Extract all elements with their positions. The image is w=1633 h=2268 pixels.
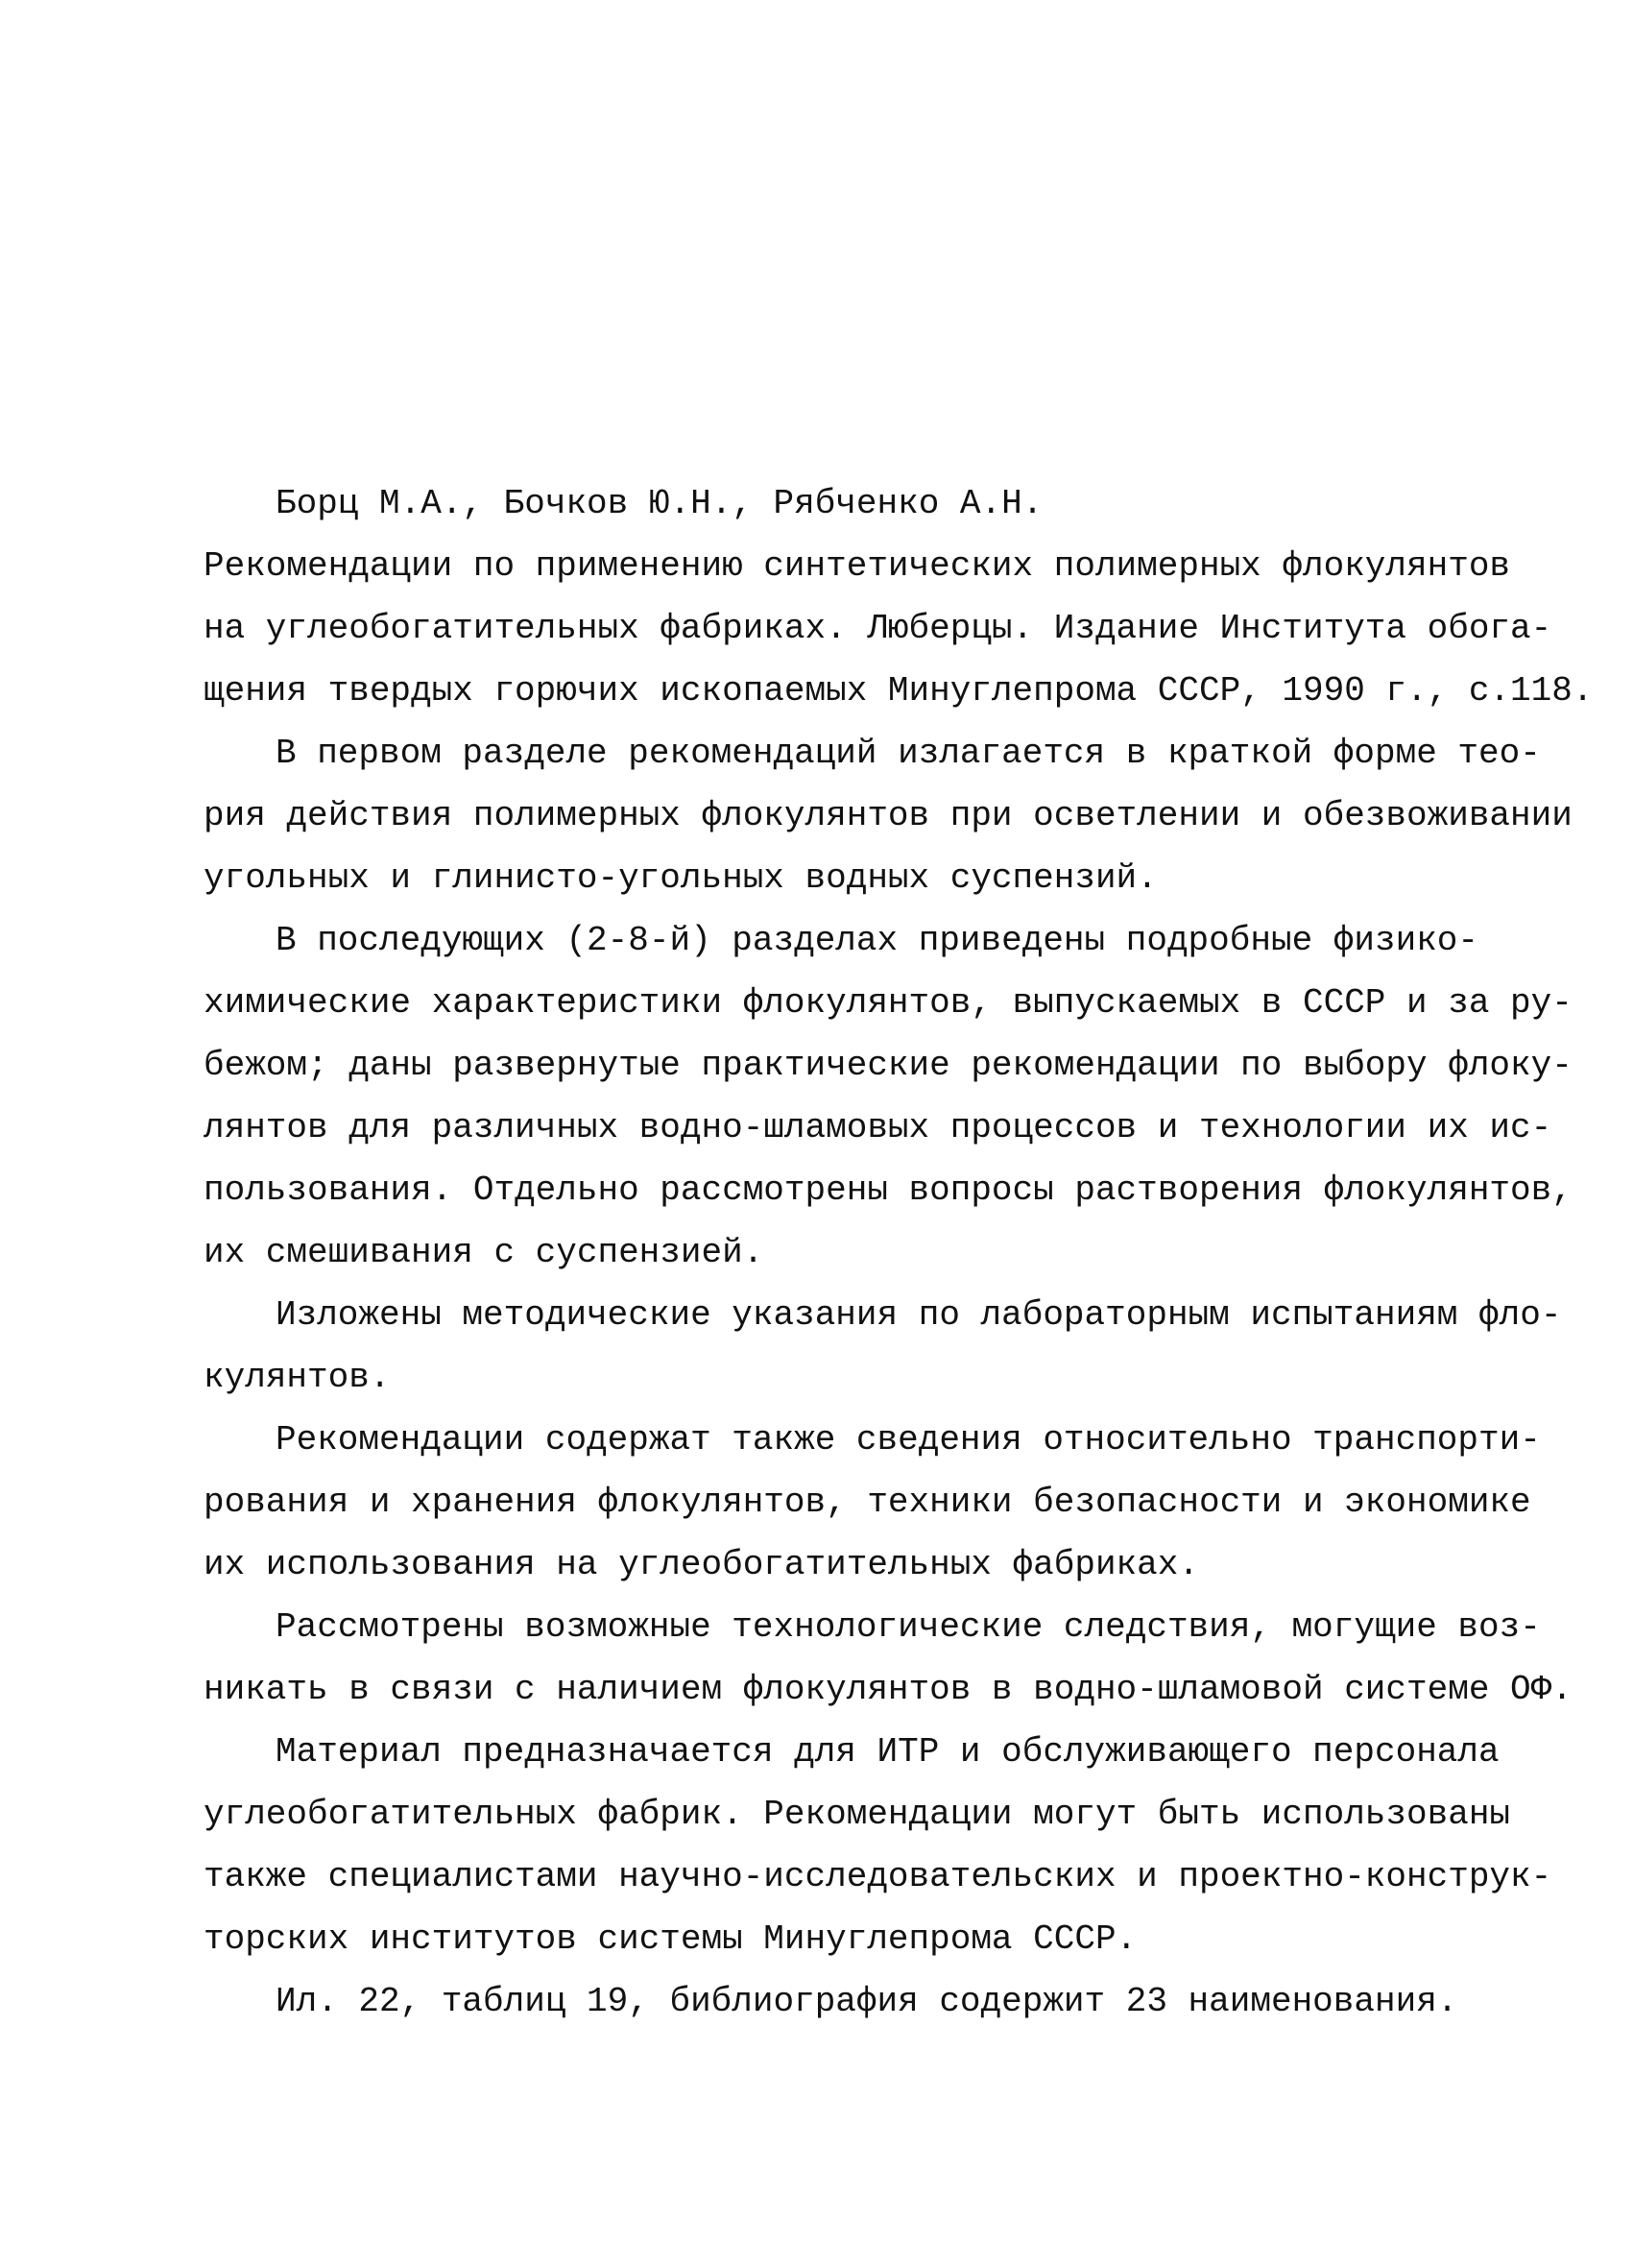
paragraph-line: рия действия полимерных флокулянтов при осветлении и обезвоживании — [204, 796, 1573, 835]
paragraph-methods — [204, 1284, 1562, 1409]
paragraph-transport — [204, 1409, 1541, 1596]
paragraph-line: углеобогатительных фабрик. Рекомендации могут быть использованы — [204, 1795, 1511, 1834]
paragraph-audience — [204, 1721, 1552, 1970]
abstract-block — [204, 472, 1594, 2033]
paragraph-line: кулянтов. — [204, 1358, 391, 1397]
paragraph-line: лянтов для различных водно-шламовых процессов и технологии их ис- — [204, 1108, 1552, 1147]
paragraph-line: бежом; даны развернутые практические рекомендации по выбору флоку- — [204, 1046, 1573, 1085]
paragraph-line: рования и хранения флокулянтов, техники безопасности и экономике — [204, 1483, 1531, 1522]
paragraph-line: их использования на углеобогатительных фабриках. — [204, 1545, 1199, 1584]
authors-line: Борц М.А., Бочков Ю.Н., Рябченко А.Н. — [276, 484, 1044, 523]
illustrations-summary: Ил. 22, таблиц 19, библиография содержит 23 наименования. — [276, 1982, 1458, 2021]
paragraph-line: В первом разделе рекомендаций излагается в краткой форме тео- — [276, 734, 1541, 773]
paragraph-line: В последующих (2-8-й) разделах приведены подробные физико- — [276, 921, 1479, 960]
paragraph-line: угольных и глинисто-угольных водных суспензий. — [204, 858, 1158, 898]
citation-line: щения твердых горючих ископаемых Минуглепрома СССР, 1990 г., с.118. — [204, 671, 1594, 711]
citation — [204, 535, 1594, 722]
paragraph-line: их смешивания с суспензией. — [204, 1233, 764, 1272]
paragraph-theory — [204, 722, 1573, 909]
paragraph-line: пользования. Отдельно рассмотрены вопросы растворения флокулянтов, — [204, 1170, 1573, 1210]
paragraph-consequences — [204, 1596, 1573, 1721]
paragraph-line: также специалистами научно-исследовательских и проектно-конструк- — [204, 1857, 1552, 1896]
paragraph-line: Рекомендации содержат также сведения относительно транспорти- — [276, 1420, 1541, 1460]
paragraph-characteristics — [204, 909, 1573, 1284]
paragraph-line: химические характеристики флокулянтов, выпускаемых в СССР и за ру- — [204, 983, 1573, 1023]
paragraph-line: никать в связи с наличием флокулянтов в водно-шламовой системе ОФ. — [204, 1670, 1573, 1709]
paragraph-line: Изложены методические указания по лабораторным испытаниям фло- — [276, 1295, 1562, 1335]
citation-line: на углеобогатительных фабриках. Люберцы. Издание Института обога- — [204, 609, 1552, 648]
paragraph-line: торских институтов системы Минуглепрома СССР. — [204, 1919, 1138, 1959]
paragraph-line: Рассмотрены возможные технологические следствия, могущие воз- — [276, 1607, 1541, 1647]
paragraph-line: Материал предназначается для ИТР и обслуживающего персонала — [276, 1732, 1500, 1772]
citation-line: Рекомендации по применению синтетических полимерных флокулянтов — [204, 546, 1511, 586]
